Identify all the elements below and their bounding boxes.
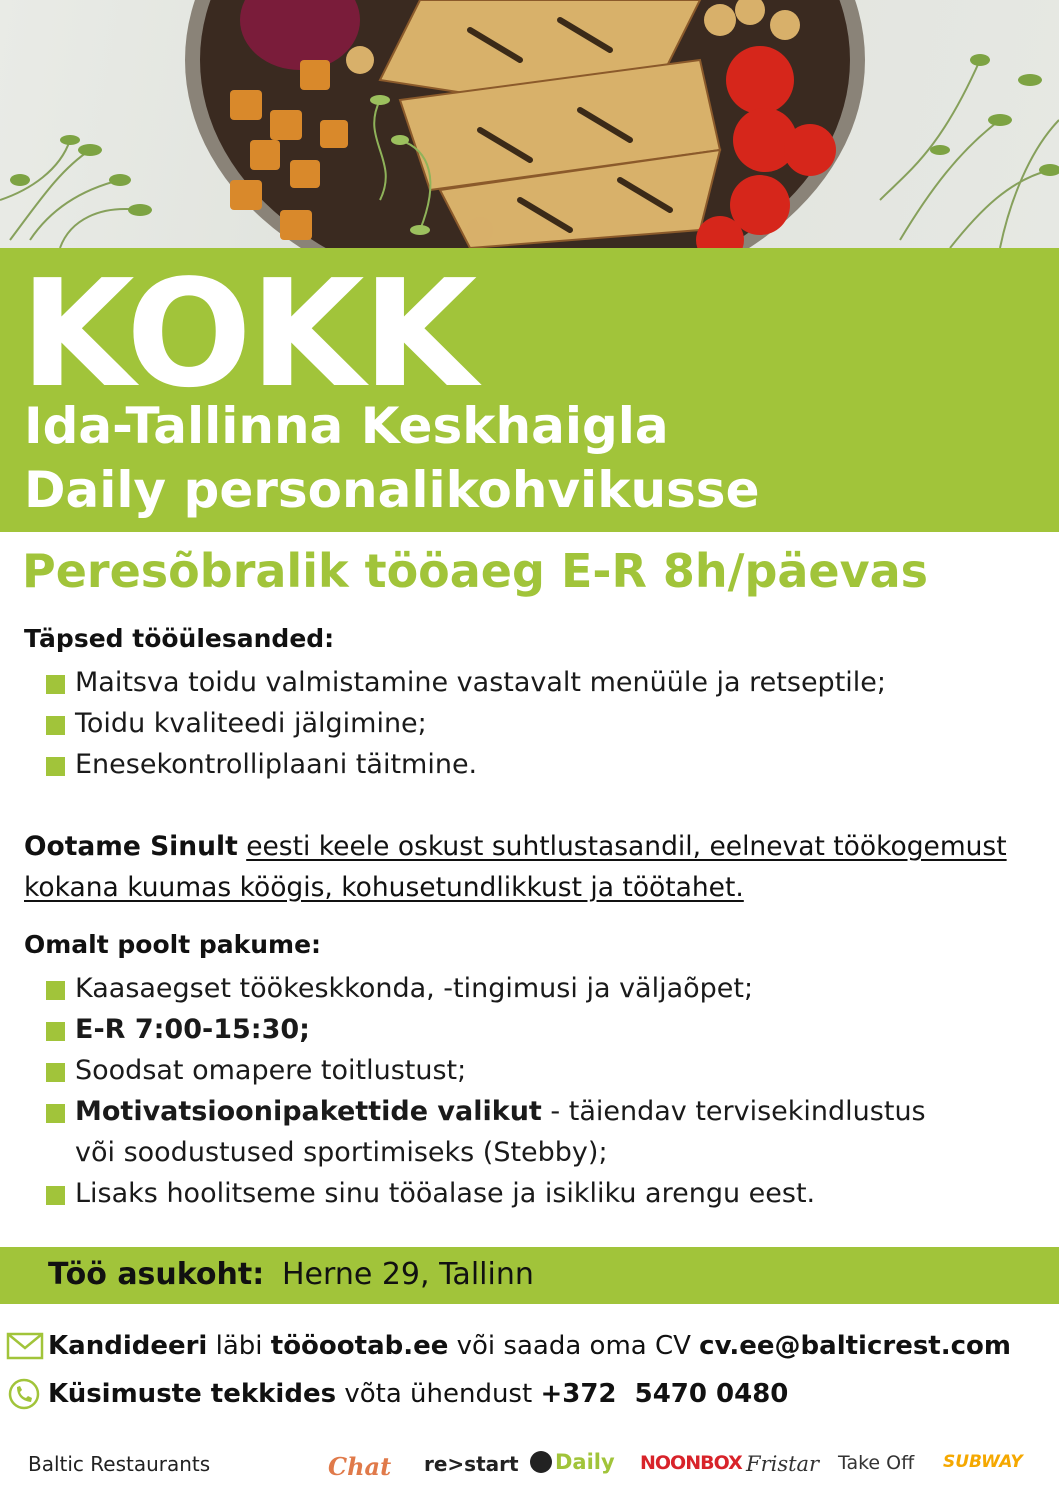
offer-list — [46, 968, 955, 1214]
list-item: E-R 7:00-15:30; — [46, 1009, 955, 1050]
location-value: Herne 29, Tallinn — [282, 1257, 534, 1292]
bullet-square-icon — [46, 981, 65, 1000]
job-title: KOKK — [20, 248, 476, 420]
bullet-square-icon — [46, 1186, 65, 1205]
phone-label: Küsimuste tekkides — [48, 1379, 337, 1409]
phone-number-link[interactable]: +372 5470 0480 — [540, 1379, 789, 1409]
tasks-heading: Täpsed tööülesanded: — [24, 624, 335, 653]
list-item: Kaasaegset töökeskkonda, -tingimusi ja väljaõpet; — [46, 968, 955, 1009]
phone-line: Küsimuste tekkides võta ühendust +372 5470 0480 — [6, 1378, 788, 1410]
list-item: Toidu kvaliteedi jälgimine; — [46, 703, 886, 744]
tasks-list — [46, 662, 886, 785]
job-site-link[interactable]: tööootab.ee — [270, 1331, 449, 1361]
location-bar — [0, 1247, 1059, 1304]
workplace-line: Daily personalikohvikusse — [24, 461, 760, 519]
apply-label: Kandideeri — [48, 1331, 208, 1361]
email-link[interactable]: cv.ee@balticrest.com — [699, 1331, 1011, 1361]
brand-logo: Fristar — [746, 1452, 820, 1476]
bullet-square-icon — [46, 675, 65, 694]
hours-headline: Peresõbralik tööaeg E-R 8h/päevas — [22, 544, 929, 598]
bullet-square-icon — [46, 1022, 65, 1041]
list-item: Soodsat omapere toitlustust; — [46, 1050, 955, 1091]
apply-line: Kandideeri läbi tööootab.ee või saada oma CV cv.ee@balticrest.com — [6, 1330, 1011, 1362]
brand-logo: re>start — [424, 1452, 519, 1476]
bullet-square-icon — [46, 1104, 65, 1123]
phone-icon — [6, 1378, 44, 1410]
location-label: Töö asukoht: — [48, 1257, 265, 1292]
daily-logo-icon — [530, 1451, 552, 1473]
list-item: Lisaks hoolitseme sinu tööalase ja isikliku arengu eest. — [46, 1173, 955, 1214]
brand-logo: Daily — [530, 1450, 615, 1474]
bullet-square-icon — [46, 1063, 65, 1082]
offer-item-bold: Motivatsioonipakettide valikut — [75, 1096, 542, 1127]
title-banner — [0, 248, 1059, 532]
brand-logo: Take Off — [838, 1452, 915, 1474]
bullet-square-icon — [46, 716, 65, 735]
company-name: Baltic Restaurants — [28, 1452, 211, 1476]
footer-brands — [0, 1440, 1059, 1490]
brand-logo: NOONBOX — [640, 1452, 742, 1474]
bullet-square-icon — [46, 757, 65, 776]
brand-logo: Chat — [328, 1452, 392, 1481]
hero-food-image — [0, 0, 1059, 248]
offer-heading: Omalt poolt pakume: — [24, 930, 322, 959]
requirements-text: eesti keele oskust suhtlustasandil, eelnevat töökogemust kokana kuumas köögis, kohusetundlikkust ja töötahet. — [24, 831, 1007, 903]
employer-line: Ida-Tallinna Keskhaigla — [24, 397, 669, 455]
envelope-icon — [6, 1330, 44, 1362]
list-item: Maitsva toidu valmistamine vastavalt menüüle ja retseptile; — [46, 662, 886, 703]
food-bowl-photo — [0, 0, 1059, 248]
requirements-lead: Ootame Sinult — [24, 831, 238, 862]
offer-item-rest: - täiendav tervisekindlustus või soodustused sportimiseks (Stebby); — [75, 1096, 926, 1168]
list-item: Enesekontrolliplaani täitmine. — [46, 744, 886, 785]
brand-logo: SUBWAY — [943, 1452, 1023, 1472]
requirements-paragraph — [24, 826, 1034, 908]
list-item — [46, 1091, 955, 1173]
